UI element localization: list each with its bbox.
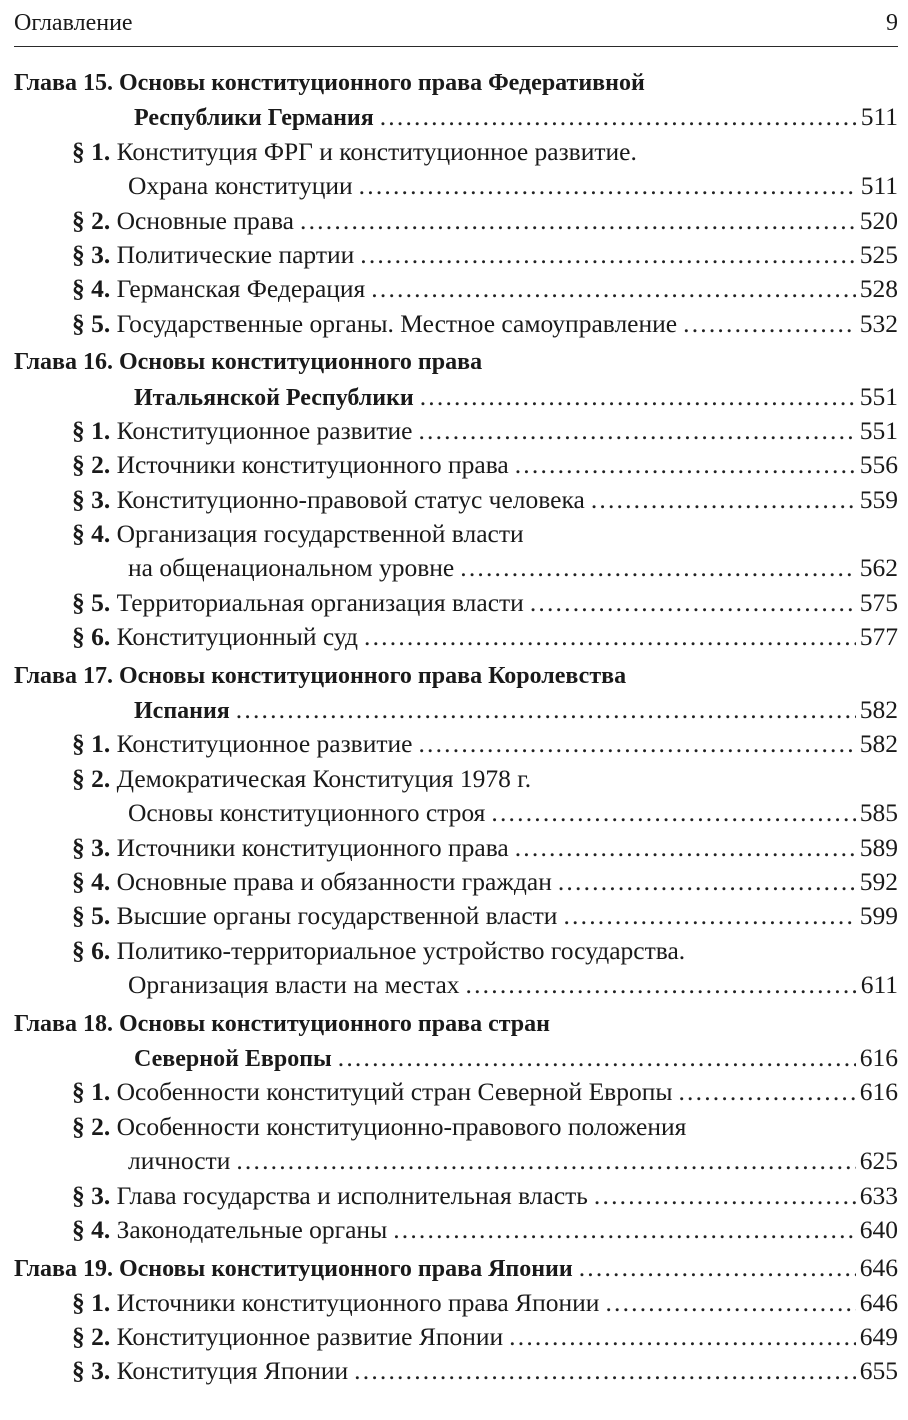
section-entry xyxy=(14,899,898,933)
dot-leader xyxy=(491,796,855,830)
dot-leader xyxy=(360,238,855,272)
section-number: § 4. xyxy=(72,1214,111,1244)
page-number: 9 xyxy=(886,9,898,36)
chapter-title-text: Республики Германия xyxy=(134,105,374,132)
section-number: § 1. xyxy=(72,1077,111,1107)
page-ref: 611 xyxy=(860,970,898,1000)
section-entry-text: § 3. Источники конституционного права xyxy=(72,832,509,862)
section-number: § 2. xyxy=(72,205,111,235)
section-number: § 3. xyxy=(72,239,111,269)
page-ref: 511 xyxy=(860,102,898,132)
section-entry xyxy=(14,762,898,796)
chapter-title-text: Глава 16. Основы конституционного права xyxy=(14,349,483,376)
page-ref: 649 xyxy=(859,1322,898,1352)
page-ref: 551 xyxy=(859,381,898,411)
section-entry xyxy=(14,796,898,830)
chapter-title-text: Глава 17. Основы конституционного права Королевства xyxy=(14,662,627,689)
dot-leader xyxy=(579,1251,856,1285)
section-entry xyxy=(14,517,898,551)
dot-leader xyxy=(594,1179,856,1213)
dot-leader xyxy=(364,620,856,654)
section-entry xyxy=(14,865,898,899)
section-entry xyxy=(14,968,898,1002)
section-entry-text: § 4. Организация государственной власти xyxy=(72,519,524,549)
chapter-title-text: Глава 18. Основы конституционного права стран xyxy=(14,1010,550,1037)
page-ref: 646 xyxy=(859,1253,898,1283)
section-entry xyxy=(14,1320,898,1354)
section-number: § 3. xyxy=(72,832,111,862)
page-ref: 520 xyxy=(859,205,898,235)
chapter-title xyxy=(14,1251,898,1285)
section-entry-text: § 5. Высшие органы государственной власти xyxy=(72,901,558,931)
page-ref: 589 xyxy=(859,832,898,862)
dot-leader xyxy=(591,483,856,517)
section-entry-text: § 5. Территориальная организация власти xyxy=(72,587,524,617)
section-entry xyxy=(14,934,898,968)
chapter-title-text: Глава 15. Основы конституционного права Федеративной xyxy=(14,70,645,96)
section-number: § 2. xyxy=(72,1111,111,1141)
dot-leader xyxy=(380,100,857,134)
section-entry xyxy=(14,272,898,306)
section-entry xyxy=(14,1354,898,1388)
page-ref: 582 xyxy=(859,729,898,759)
section-number: § 6. xyxy=(72,935,111,965)
page-ref: 582 xyxy=(859,695,898,725)
dot-leader xyxy=(558,865,856,899)
section-entry xyxy=(14,727,898,761)
section-entry xyxy=(14,1144,898,1178)
section-entry xyxy=(14,448,898,482)
section-entry xyxy=(14,1110,898,1144)
section-entry-text: Охрана конституции xyxy=(128,171,353,201)
section-entry-text: § 3. Конституция Японии xyxy=(72,1356,349,1386)
dot-leader xyxy=(418,414,855,448)
section-entry xyxy=(14,1286,898,1320)
section-entry-text: § 1. Конституционное развитие xyxy=(72,729,413,759)
section-number: § 1. xyxy=(72,136,111,166)
section-entry-text: § 3. Конституционно-правовой статус человека xyxy=(72,484,585,514)
section-entry xyxy=(14,307,898,341)
dot-leader xyxy=(354,1354,856,1388)
section-entry-text: § 6. Политико-территориальное устройство государства. xyxy=(72,935,686,965)
section-entry xyxy=(14,1075,898,1109)
section-entry xyxy=(14,620,898,654)
dot-leader xyxy=(678,1075,855,1109)
page-ref: 616 xyxy=(859,1077,898,1107)
dot-leader xyxy=(418,727,855,761)
section-entry-text: § 3. Политические партии xyxy=(72,239,355,269)
page-ref: 562 xyxy=(859,553,898,583)
section-entry xyxy=(14,1179,898,1213)
section-entry xyxy=(14,414,898,448)
section-entry-text: Основы конституционного строя xyxy=(128,798,486,828)
section-entry-text: § 1. Конституционное развитие xyxy=(72,415,413,445)
section-entry-text: § 2. Особенности конституционно-правового положения xyxy=(72,1111,687,1141)
chapter-title xyxy=(14,1007,898,1041)
section-number: § 4. xyxy=(72,274,111,304)
page-ref: 633 xyxy=(859,1180,898,1210)
section-entry-text: § 5. Государственные органы. Местное самоуправление xyxy=(72,308,678,338)
section-entry-text: § 4. Германская Федерация xyxy=(72,274,366,304)
chapter-title xyxy=(14,66,898,100)
section-entry-text: § 3. Глава государства и исполнительная власть xyxy=(72,1180,588,1210)
page-ref: 532 xyxy=(859,308,898,338)
section-entry-text: § 4. Основные права и обязанности граждан xyxy=(72,866,552,896)
section-entry xyxy=(14,135,898,169)
chapter-title-text: Глава 19. Основы конституционного права Японии xyxy=(14,1256,573,1283)
table-of-contents xyxy=(14,66,898,1389)
page-ref: 592 xyxy=(859,866,898,896)
section-entry-text: на общенациональном уровне xyxy=(128,553,455,583)
section-number: § 4. xyxy=(72,866,111,896)
section-number: § 3. xyxy=(72,1180,111,1210)
section-entry-text: § 2. Основные права xyxy=(72,205,295,235)
chapter-title xyxy=(14,345,898,379)
section-number: § 2. xyxy=(72,1322,111,1352)
section-entry xyxy=(14,551,898,585)
dot-leader xyxy=(605,1286,855,1320)
section-entry-text: § 1. Особенности конституций стран Северной Европы xyxy=(72,1077,673,1107)
section-number: § 4. xyxy=(72,519,111,549)
section-number: § 5. xyxy=(72,901,111,931)
page-ref: 511 xyxy=(860,171,898,201)
page-ref: 525 xyxy=(859,239,898,269)
section-number: § 1. xyxy=(72,1287,111,1317)
page-ref: 575 xyxy=(859,587,898,617)
section-number: § 1. xyxy=(72,415,111,445)
chapter-title xyxy=(14,1041,898,1075)
chapter-title xyxy=(14,380,898,414)
page-ref: 528 xyxy=(859,274,898,304)
page-ref: 646 xyxy=(859,1287,898,1317)
section-entry xyxy=(14,1213,898,1247)
section-entry-text: § 6. Конституционный суд xyxy=(72,622,359,652)
dot-leader xyxy=(371,272,855,306)
dot-leader xyxy=(338,1041,856,1075)
running-header-title: Оглавление xyxy=(14,9,133,36)
dot-leader xyxy=(466,968,857,1002)
chapter-title-text: Северной Европы xyxy=(134,1045,332,1072)
page-ref: 599 xyxy=(859,901,898,931)
section-number: § 5. xyxy=(72,587,111,617)
page-ref: 655 xyxy=(859,1356,898,1386)
section-number: § 2. xyxy=(72,450,111,480)
section-entry-text: § 1. Источники конституционного права Японии xyxy=(72,1287,600,1317)
section-number: § 2. xyxy=(72,763,111,793)
section-entry xyxy=(14,483,898,517)
page-ref: 559 xyxy=(859,484,898,514)
page-ref: 640 xyxy=(859,1214,898,1244)
dot-leader xyxy=(359,169,857,203)
chapter-title-text: Итальянской Республики xyxy=(134,384,414,411)
dot-leader xyxy=(236,693,856,727)
section-entry-text: § 2. Демократическая Конституция 1978 г. xyxy=(72,763,532,793)
page-ref: 616 xyxy=(859,1042,898,1072)
dot-leader xyxy=(563,899,855,933)
dot-leader xyxy=(300,204,856,238)
dot-leader xyxy=(236,1144,855,1178)
section-number: § 3. xyxy=(72,1356,111,1386)
chapter-title-text: Испания xyxy=(134,698,230,725)
page-ref: 551 xyxy=(859,415,898,445)
section-entry-text: § 2. Конституционное развитие Японии xyxy=(72,1322,504,1352)
dot-leader xyxy=(509,1320,856,1354)
dot-leader xyxy=(460,551,856,585)
running-header xyxy=(14,0,898,47)
section-number: § 3. xyxy=(72,484,111,514)
section-number: § 1. xyxy=(72,729,111,759)
section-entry xyxy=(14,204,898,238)
dot-leader xyxy=(515,831,856,865)
page-ref: 585 xyxy=(859,798,898,828)
section-number: § 5. xyxy=(72,308,111,338)
chapter-title xyxy=(14,100,898,134)
section-entry-text: § 4. Законодательные органы xyxy=(72,1214,388,1244)
chapter-title xyxy=(14,659,898,693)
section-entry-text: § 2. Источники конституционного права xyxy=(72,450,509,480)
section-entry xyxy=(14,586,898,620)
page-ref: 556 xyxy=(859,450,898,480)
dot-leader xyxy=(393,1213,856,1247)
dot-leader xyxy=(530,586,856,620)
section-entry xyxy=(14,169,898,203)
section-entry xyxy=(14,831,898,865)
page-ref: 625 xyxy=(859,1146,898,1176)
dot-leader xyxy=(420,380,856,414)
section-entry-text: Организация власти на местах xyxy=(128,970,460,1000)
dot-leader xyxy=(683,307,856,341)
chapter-title xyxy=(14,693,898,727)
dot-leader xyxy=(515,448,856,482)
section-entry-text: § 1. Конституция ФРГ и конституционное развитие. xyxy=(72,136,637,166)
page-ref: 577 xyxy=(859,622,898,652)
section-entry xyxy=(14,238,898,272)
section-number: § 6. xyxy=(72,622,111,652)
section-entry-text: личности xyxy=(128,1146,231,1176)
